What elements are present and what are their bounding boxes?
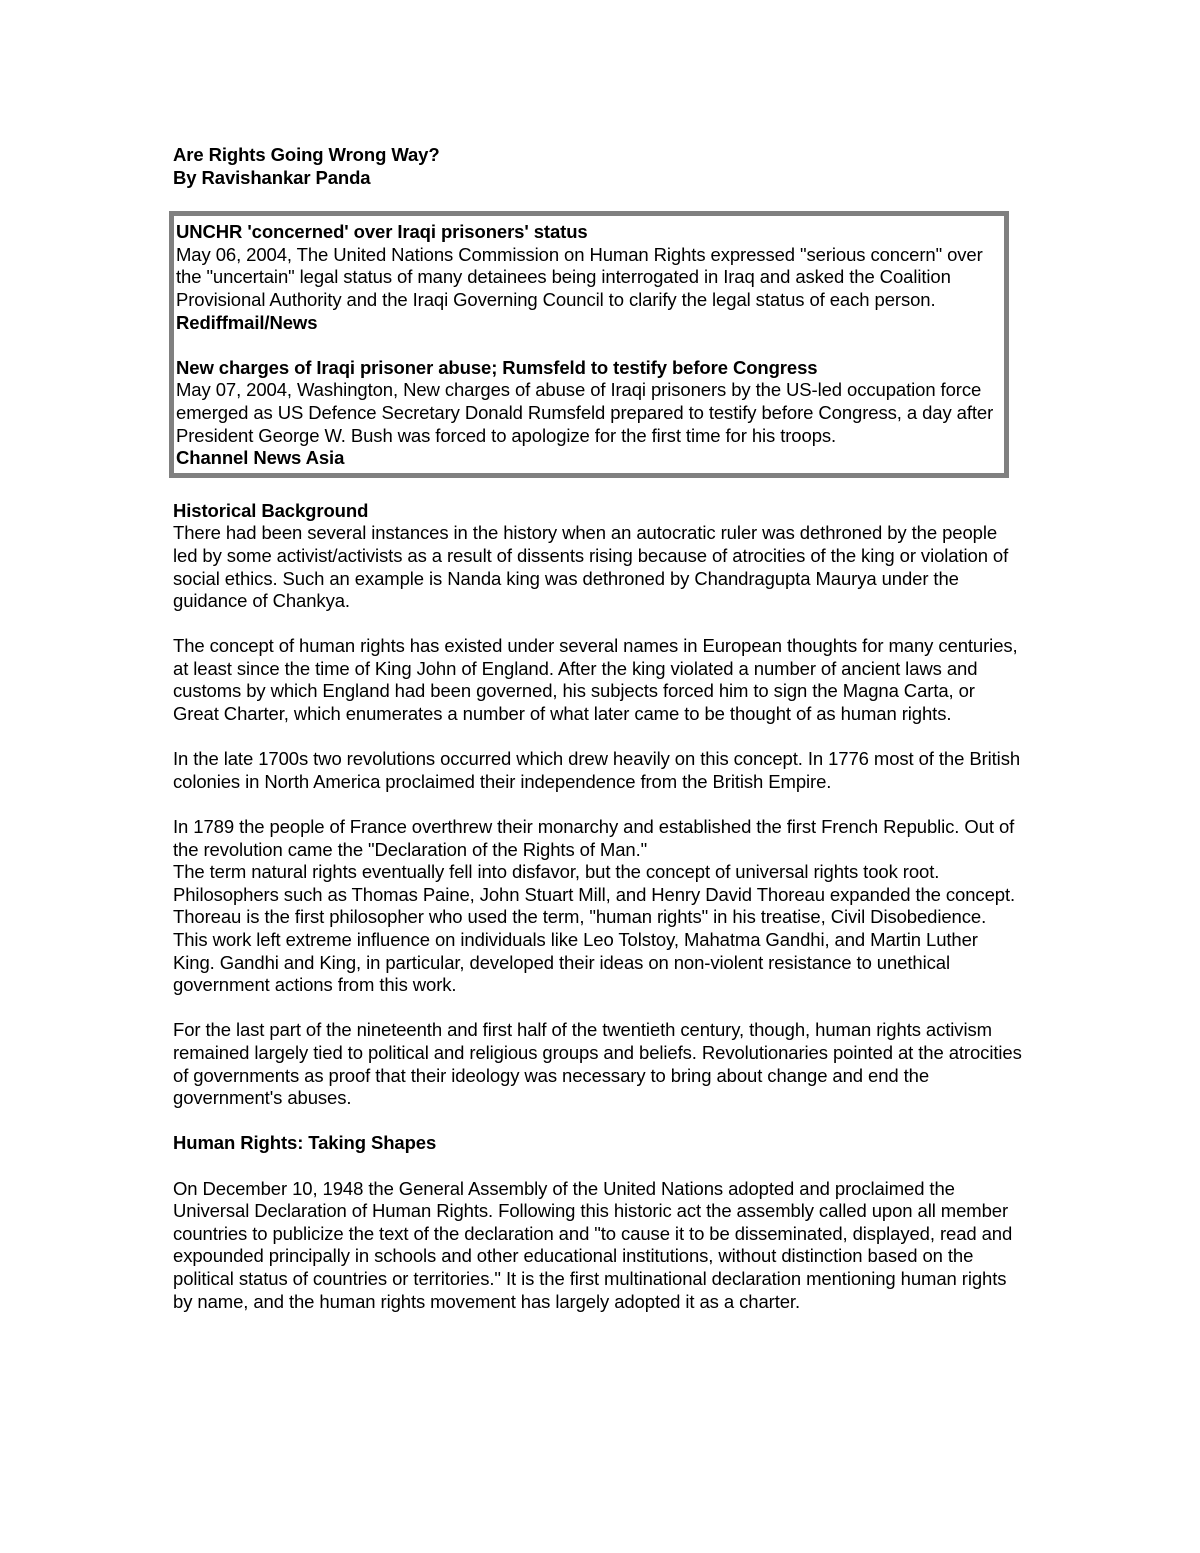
news-item <box>176 221 1002 334</box>
paragraph-spacer <box>173 1110 1023 1133</box>
paragraph: In the late 1700s two revolutions occurred which drew heavily on this concept. In 1776 most of the British colonies in North America proclaimed their independence from the British Empire. <box>173 748 1021 792</box>
paragraph-spacer <box>173 613 1023 636</box>
paragraph: In 1789 the people of France overthrew their monarchy and established the first French Republic. Out of the revolution came the "Declaration of the Rights of Man." <box>173 816 1015 860</box>
paragraph-spacer <box>173 1155 1023 1178</box>
news-source: Channel News Asia <box>176 447 345 469</box>
section-heading-historical: Historical Background <box>173 499 369 521</box>
paragraph: On December 10, 1948 the General Assembly of the United Nations adopted and proclaimed the Universal Declaration of Human Rights. Following this historic act the assembly called upon all member countries to publicize the text of the declaration and "to cause it to be disseminated, displayed, read and expounded principally in schools and other educational institutions, without distinction based on the political status of countries or territories." It is the first multinational declaration mentioning human rights by name, and the human rights movement has largely adopted it as a charter. <box>173 1177 1013 1312</box>
paragraph-spacer <box>173 997 1023 1020</box>
section-heading-shapes: Human Rights: Taking Shapes <box>173 1132 437 1154</box>
news-box <box>169 211 1009 478</box>
article-body <box>173 500 1023 1313</box>
document-page <box>173 144 1023 1313</box>
news-source: Rediffmail/News <box>176 311 318 333</box>
paragraph: For the last part of the nineteenth and first half of the twentieth century, though, human rights activism remained largely tied to political and religious groups and beliefs. Revolutionaries pointed at the atrocities of governments as proof that their ideology was necessary to bring about change and end the government's abuses. <box>173 1019 1022 1109</box>
news-body: May 07, 2004, Washington, New charges of abuse of Iraqi prisoners by the US-led occupation force emerged as US Defence Secretary Donald Rumsfeld prepared to testify before Congress, a day after President George W. Bush was forced to apologize for the first time for his troops. <box>176 379 994 446</box>
news-body: May 06, 2004, The United Nations Commission on Human Rights expressed "serious concern" over the "uncertain" legal status of many detainees being interrogated in Iraq and asked the Coalition Provisional Authority and the Iraqi Governing Council to clarify the legal status of each person. <box>176 243 983 310</box>
article-title: Are Rights Going Wrong Way? <box>173 144 440 165</box>
paragraph: There had been several instances in the history when an autocratic ruler was dethroned by the people led by some activist/activists as a result of dissents rising because of atrocities of the king or violation of social ethics. Such an example is Nanda king was dethroned by Chandragupta Maurya under the guidance of Chankya. <box>173 522 1009 612</box>
news-headline: New charges of Iraqi prisoner abuse; Rumsfeld to testify before Congress <box>176 356 818 378</box>
paragraph: The concept of human rights has existed under several names in European thoughts for many centuries, at least since the time of King John of England. After the king violated a number of ancient laws and customs by which England had been governed, his subjects forced him to sign the Magna Carta, or Great Charter, which enumerates a number of what later came to be thought of as human rights. <box>173 635 1018 725</box>
paragraph-spacer <box>173 793 1023 816</box>
paragraph-spacer <box>173 726 1023 749</box>
paragraph: The term natural rights eventually fell into disfavor, but the concept of universal rights took root. Philosophers such as Thomas Paine, John Stuart Mill, and Henry David Thoreau expanded the concept. Thoreau is the first philosopher who used the term, "human rights" in his treatise, Civil Disobedience. This work left extreme influence on individuals like Leo Tolstoy, Mahatma Gandhi, and Martin Luther King. Gandhi and King, in particular, developed their ideas on non-violent resistance to unethical government actions from this work. <box>173 861 1016 996</box>
article-header <box>173 144 1023 189</box>
news-item <box>176 357 1002 470</box>
news-headline: UNCHR 'concerned' over Iraqi prisoners' status <box>176 221 588 243</box>
news-spacer <box>176 334 1002 357</box>
article-byline: By Ravishankar Panda <box>173 166 371 188</box>
